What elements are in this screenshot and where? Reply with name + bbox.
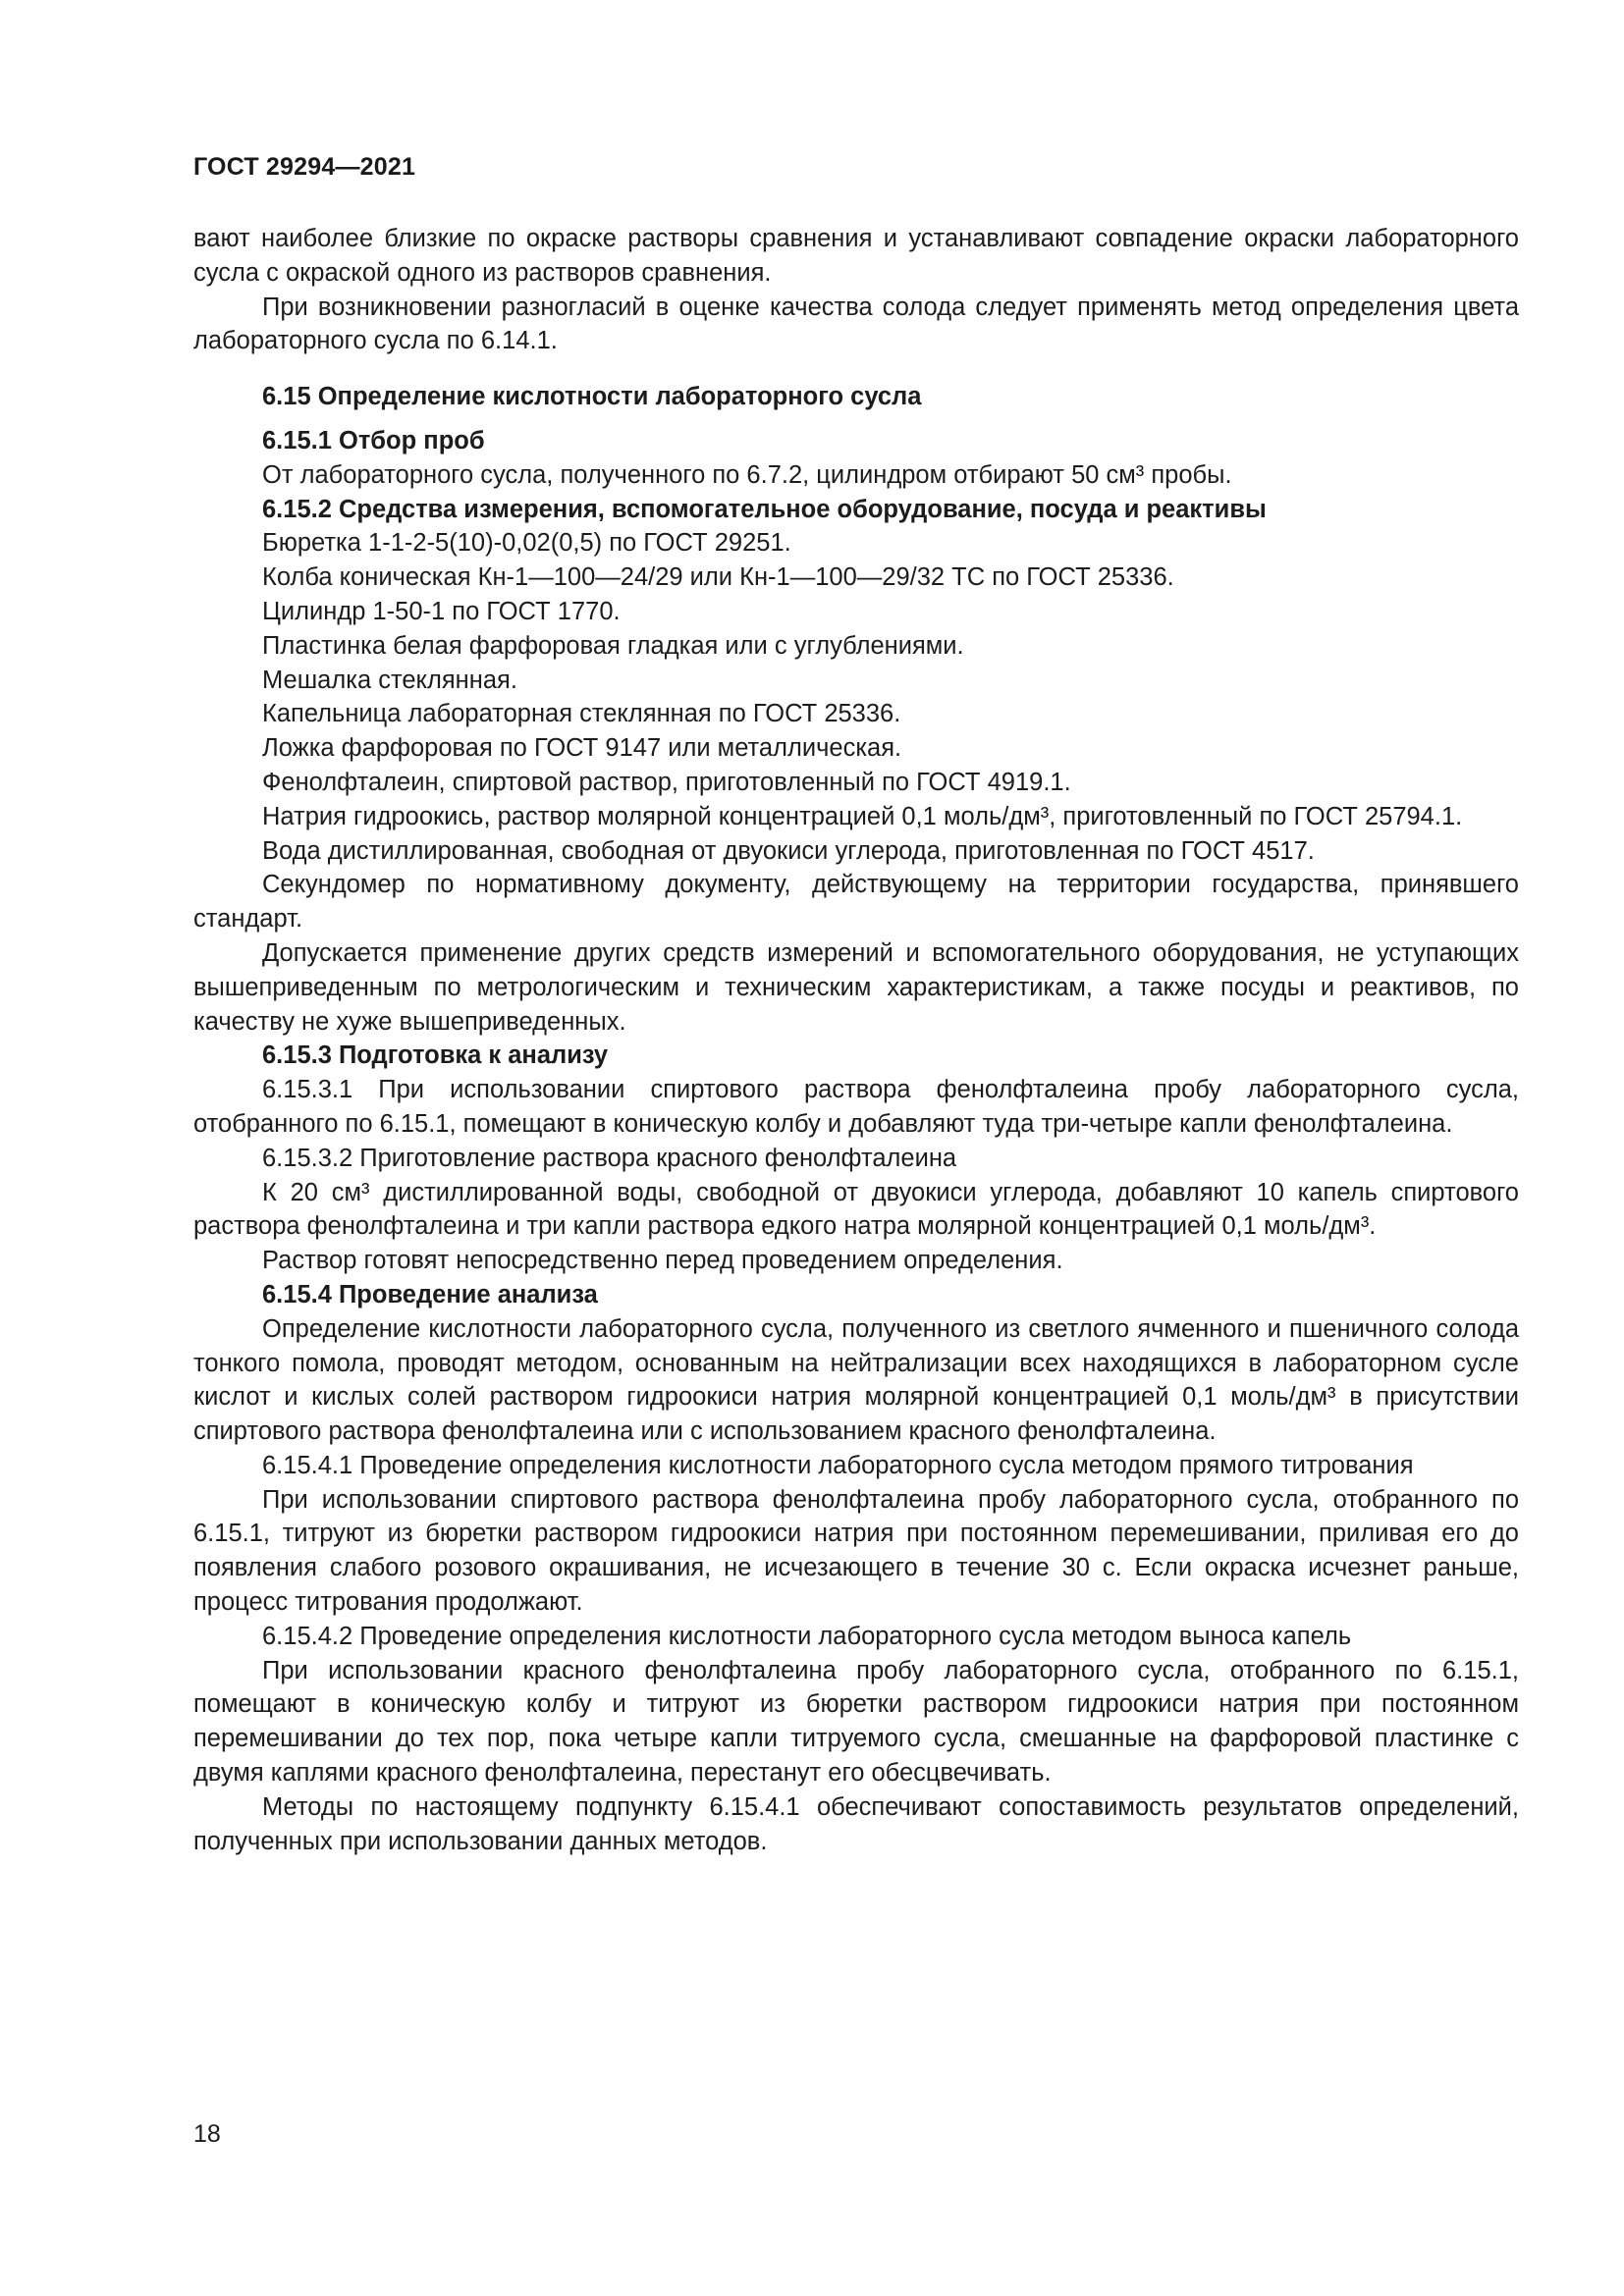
paragraph: Капельница лабораторная стеклянная по ГОСТ 25336. (262, 700, 901, 728)
paragraph: 6.15.4.2 Проведение определения кислотности лабораторного сусла методом выноса капель (262, 1622, 1352, 1650)
section-heading: 6.15 Определение кислотности лабораторного сусла (262, 383, 922, 411)
document-header: ГОСТ 29294—2021 (193, 153, 416, 181)
paragraph: Ложка фарфоровая по ГОСТ 9147 или металлическая. (262, 734, 902, 763)
page-number: 18 (193, 2120, 221, 2148)
paragraph: К 20 см³ дистиллированной воды, свободной от двуокиси углерода, добавляют 10 капель спиртового раствора фенолфталеина и три капли раствора едкого натра молярной концентрацией 0,1 моль/дм³. (193, 1178, 1519, 1241)
paragraph: При использовании спиртового раствора фенолфталеина пробу лабораторного сусла, отобранного по 6.15.1, титруют из бюретки раствором гидроокиси натрия при постоянном перемешивании, приливая его до появления слабого розового окрашивания, не исчезающего в течение 30 с. Если окраска исчезнет раньше, процесс титрования продолжают. (193, 1485, 1519, 1617)
section-heading: 6.15.1 Отбор проб (262, 426, 485, 454)
paragraph: Фенолфталеин, спиртовой раствор, приготовленный по ГОСТ 4919.1. (262, 768, 1071, 796)
paragraph: При возникновении разногласий в оценке качества солода следует применять метод определения цвета лабораторного сусла по 6.14.1. (193, 293, 1519, 355)
paragraph: Цилиндр 1-50-1 по ГОСТ 1770. (262, 597, 621, 625)
section-heading: 6.15.2 Средства измерения, вспомогательное оборудование, посуда и реактивы (262, 495, 1267, 523)
paragraph: Раствор готовят непосредственно перед проведением определения. (262, 1247, 1063, 1275)
section-heading: 6.15.3 Подготовка к анализу (262, 1041, 609, 1070)
paragraph: Секундомер по нормативному документу, действующему на территории государства, принявшего стандарт. (193, 871, 1519, 934)
document-body (193, 222, 1519, 1858)
paragraph: Пластинка белая фарфоровая гладкая или с углублениями. (262, 631, 964, 660)
paragraph: Вода дистиллированная, свободная от двуокиси углерода, приготовленная по ГОСТ 4517. (262, 836, 1315, 865)
paragraph: Методы по настоящему подпункту 6.15.4.1 обеспечивают сопоставимость результатов определений, полученных при использовании данных методов. (193, 1792, 1519, 1855)
paragraph: 6.15.4.1 Проведение определения кислотности лабораторного сусла методом прямого титрования (262, 1451, 1414, 1479)
paragraph: 6.15.3.1 При использовании спиртового раствора фенолфталеина пробу лабораторного сусла, отобранного по 6.15.1, помещают в коническую колбу и добавляют туда три-четыре капли фенолфталеина. (193, 1076, 1519, 1138)
paragraph: Мешалка стеклянная. (262, 666, 517, 694)
paragraph: Определение кислотности лабораторного сусла, полученного из светлого ячменного и пшеничного солода тонкого помола, проводят методом, основанным на нейтрализации всех находящихся в лабораторном сусле кислот и кислых солей раствором гидроокиси натрия молярной концентрацией 0,1 моль/дм³ в присутствии спиртового раствора фенолфталеина или с использованием красного фенолфталеина. (193, 1314, 1519, 1446)
section-heading: 6.15.4 Проведение анализа (262, 1280, 598, 1308)
paragraph: 6.15.3.2 Приготовление раствора красного фенолфталеина (262, 1144, 957, 1172)
paragraph: От лабораторного сусла, полученного по 6.7.2, цилиндром отбирают 50 см³ пробы. (262, 460, 1232, 489)
paragraph: вают наиболее близкие по окраске растворы сравнения и устанавливают совпадение окраски лабораторного сусла с окраской одного из растворов сравнения. (193, 225, 1519, 287)
paragraph: Допускается применение других средств измерений и вспомогательного оборудования, не уступающих вышеприведенным по метрологическим и техническим характеристикам, а также посуды и реактивов, по качеству не хуже вышеприведенных. (193, 938, 1519, 1036)
paragraph: Натрия гидроокись, раствор молярной концентрацией 0,1 моль/дм³, приготовленный по ГОСТ 25794.1. (262, 802, 1463, 830)
paragraph: Колба коническая Кн-1—100—24/29 или Кн-1—100—29/32 ТС по ГОСТ 25336. (262, 563, 1174, 592)
paragraph: При использовании красного фенолфталеина пробу лабораторного сусла, отобранного по 6.15.1, помещают в коническую колбу и титруют из бюретки раствором гидроокиси натрия при постоянном перемешивании до тех пор, пока четыре капли титруемого сусла, смешанные на фарфоровой пластинке с двумя каплями красного фенолфталеина, перестанут его обесцвечивать. (193, 1656, 1519, 1788)
paragraph: Бюретка 1-1-2-5(10)-0,02(0,5) по ГОСТ 29251. (262, 529, 791, 558)
